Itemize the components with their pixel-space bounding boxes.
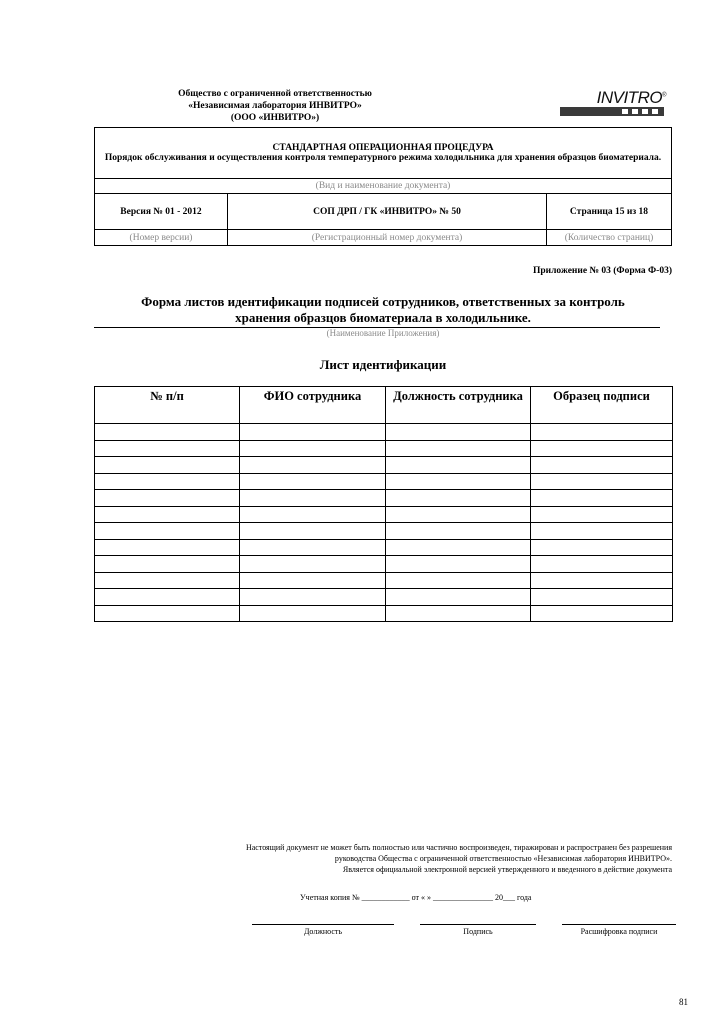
signature-line (420, 924, 536, 925)
document-title: Порядок обслуживания и осуществления контроля температурного режима холодильника для хранения образцов биоматериала. (104, 153, 662, 163)
table-row (95, 473, 673, 490)
table-cell (240, 605, 386, 622)
table-cell (531, 440, 673, 457)
appendix-title-line-1: Форма листов идентификации подписей сотрудников, ответственных за контроль (141, 294, 625, 309)
footer-line-1: Настоящий документ не может быть полностью или частично воспроизведен, тиражирован и распространен без разрешения (245, 843, 672, 852)
table-cell (95, 572, 240, 589)
table-cell (240, 523, 386, 540)
table-cell (531, 605, 673, 622)
table-cell (386, 457, 531, 474)
table-cell (386, 440, 531, 457)
table-cell (386, 572, 531, 589)
appendix-title-hint: (Наименование Приложения) (326, 328, 440, 338)
column-header-name: ФИО сотрудника (240, 387, 386, 424)
company-line-3: (ООО «ИНВИТРО») (230, 113, 320, 123)
logo-stripe (560, 107, 664, 116)
table-cell (386, 605, 531, 622)
company-name (150, 88, 400, 124)
table-cell (386, 523, 531, 540)
table-cell (386, 490, 531, 507)
footer-line-2: руководства Общества с ограниченной ответственностью «Независимая лаборатория ИНВИТРО». (334, 854, 672, 863)
table-cell (95, 506, 240, 523)
table-cell (240, 473, 386, 490)
logo-square-icon (622, 109, 628, 114)
table-cell (240, 424, 386, 441)
table-cell (95, 605, 240, 622)
company-line-1: Общество с ограниченной ответственностью (178, 89, 372, 99)
version-cell: Версия № 01 - 2012 (95, 194, 228, 230)
table-cell (386, 539, 531, 556)
table-cell (386, 506, 531, 523)
table-row (95, 424, 673, 441)
table-row (95, 589, 673, 606)
table-cell (240, 589, 386, 606)
signature-label: Подпись (463, 927, 493, 936)
table-row (95, 539, 673, 556)
document-header-table (94, 127, 672, 246)
registration-number-cell: СОП ДРП / ГК «ИНВИТРО» № 50 (228, 194, 547, 230)
appendix-title (94, 294, 672, 326)
table-cell (240, 556, 386, 573)
table-cell (531, 556, 673, 573)
table-cell (95, 490, 240, 507)
logo-square-icon (642, 109, 648, 114)
table-row (95, 556, 673, 573)
table-cell (531, 424, 673, 441)
table-cell (531, 589, 673, 606)
document-title-cell (95, 128, 672, 179)
table-cell (386, 589, 531, 606)
table-cell (531, 523, 673, 540)
company-line-2: «Независимая лаборатория ИНВИТРО» (188, 101, 362, 111)
column-header-signature: Образец подписи (531, 387, 673, 424)
table-cell (240, 506, 386, 523)
table-cell (531, 539, 673, 556)
table-cell (240, 490, 386, 507)
table-cell (95, 589, 240, 606)
appendix-label: Приложение № 03 (Форма Ф-03) (532, 266, 672, 276)
table-row (95, 523, 673, 540)
table-row (95, 490, 673, 507)
column-header-position: Должность сотрудника (386, 387, 531, 424)
table-row (95, 572, 673, 589)
table-cell (95, 523, 240, 540)
position-line (252, 924, 394, 925)
table-cell (95, 473, 240, 490)
document-type: СТАНДАРТНАЯ ОПЕРАЦИОННАЯ ПРОЦЕДУРА (272, 143, 494, 153)
table-cell (531, 457, 673, 474)
document-type-hint: (Вид и наименование документа) (95, 179, 672, 194)
table-cell (531, 490, 673, 507)
logo-square-icon (632, 109, 638, 114)
table-row (95, 605, 673, 622)
table-cell (531, 572, 673, 589)
appendix-title-line-2: хранения образцов биоматериала в холодильнике. (235, 310, 531, 325)
footer-disclaimer (150, 842, 672, 875)
table-cell (386, 556, 531, 573)
footer-line-3: Является официальной электронной версией утвержденного и введенного в действие документа (342, 865, 672, 874)
table-cell (531, 506, 673, 523)
table-cell (95, 539, 240, 556)
logo-square-icon (652, 109, 658, 114)
table-cell (240, 572, 386, 589)
page-count-cell: Страница 15 из 18 (547, 194, 672, 230)
table-cell (386, 424, 531, 441)
registration-number-hint: (Регистрационный номер документа) (228, 230, 547, 246)
table-row (95, 506, 673, 523)
sheet-title: Лист идентификации (319, 357, 447, 372)
table-row (95, 457, 673, 474)
column-header-number: № п/п (95, 387, 240, 424)
signature-decode-line (562, 924, 676, 925)
table-cell (95, 424, 240, 441)
version-hint: (Номер версии) (95, 230, 228, 246)
invitro-logo (560, 88, 672, 122)
identification-table (94, 386, 673, 622)
position-label: Должность (303, 927, 343, 936)
page-number: 81 (679, 997, 688, 1007)
page-count-hint: (Количество страниц) (547, 230, 672, 246)
table-row (95, 440, 673, 457)
registered-copy-line: Учетная копия № ____________ от « » _______________ 20___ года (300, 893, 532, 902)
signature-decode-label: Расшифровка подписи (580, 927, 658, 936)
table-cell (240, 457, 386, 474)
table-cell (95, 440, 240, 457)
table-cell (240, 440, 386, 457)
table-cell (531, 473, 673, 490)
table-cell (95, 457, 240, 474)
table-cell (240, 539, 386, 556)
table-cell (95, 556, 240, 573)
logo-wordmark: INVITRO® (596, 88, 666, 107)
table-cell (386, 473, 531, 490)
